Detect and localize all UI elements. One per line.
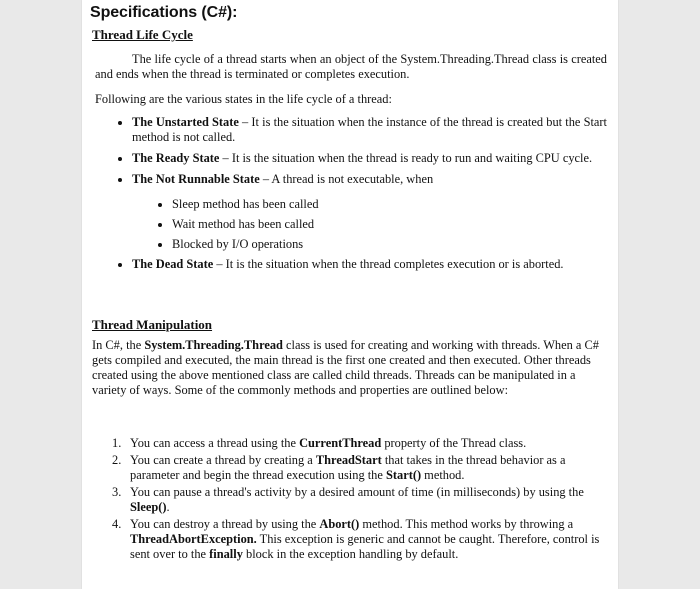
- item-text: You can destroy a thread by using the: [130, 517, 320, 531]
- item-number: 4.: [112, 517, 122, 531]
- code-term: finally: [209, 547, 243, 561]
- item-number: 2.: [112, 453, 122, 467]
- reason-item: Sleep method has been called: [172, 197, 607, 212]
- document-page: [82, 0, 618, 589]
- code-term: Sleep(): [130, 500, 167, 514]
- state-name: The Not Runnable State: [132, 172, 260, 186]
- state-name: The Ready State: [132, 151, 220, 165]
- method-list: [112, 436, 607, 564]
- item-text: method. This method works by throwing a: [359, 517, 574, 531]
- lifecycle-heading: Thread Life Cycle: [92, 27, 193, 42]
- item-text: This exception is generic and cannot be caught. Therefore, control is sent over to the: [130, 532, 600, 561]
- state-desc: – A thread is not executable, when: [259, 172, 434, 186]
- manipulation-heading: Thread Manipulation: [92, 317, 213, 332]
- item-text: You can access a thread using the: [130, 436, 300, 450]
- state-list: [132, 115, 607, 277]
- para-text: In C#, the: [92, 338, 145, 352]
- not-runnable-reasons: [172, 197, 607, 252]
- method-item: [112, 436, 607, 451]
- state-name: The Dead State: [132, 257, 214, 271]
- item-number: 3.: [112, 485, 122, 499]
- states-intro: Following are the various states in the life cycle of a thread:: [95, 92, 392, 106]
- item-text: block in the exception handling by default.: [242, 547, 459, 561]
- state-desc: – It is the situation when the thread completes execution or is aborted.: [213, 257, 564, 271]
- para-text: class is used for creating and working with threads. When a C# gets compiled and executed, the main thread is the first one created and then executed. Other threads created using the above mentioned class are called child threads. Threads can be manipulated in a variety of ways. Some of the commonly methods and properties are outlined below:: [92, 338, 599, 397]
- state-item: [132, 151, 607, 166]
- item-number: 1.: [112, 436, 122, 450]
- method-item: [112, 485, 607, 515]
- class-name: System.Threading.Thread: [144, 338, 283, 352]
- item-text: You can create a thread by creating a: [130, 453, 316, 467]
- state-desc: – It is the situation when the instance of the thread is created but the Start method is not called.: [132, 115, 607, 144]
- state-item: [132, 257, 607, 272]
- reason-item: Blocked by I/O operations: [172, 237, 607, 252]
- item-text: property of the Thread class.: [381, 436, 527, 450]
- code-term: ThreadStart: [315, 453, 382, 467]
- method-item: [112, 517, 607, 562]
- code-term: Start(): [385, 468, 422, 482]
- state-item: [132, 172, 607, 252]
- manipulation-paragraph: [92, 338, 607, 398]
- item-text: that takes in the thread behavior as a parameter and begin the thread execution using the: [130, 453, 566, 482]
- code-term: CurrentThread: [299, 436, 382, 450]
- lifecycle-intro: The life cycle of a thread starts when an object of the System.Threading.Thread class is created and ends when the thread is terminated or completes execution.: [95, 52, 607, 81]
- state-desc: – It is the situation when the thread is ready to run and waiting CPU cycle.: [219, 151, 593, 165]
- item-text: method.: [421, 468, 465, 482]
- item-text: .: [166, 500, 170, 514]
- method-item: [112, 453, 607, 483]
- item-text: You can pause a thread's activity by a desired amount of time (in milliseconds) by using the: [130, 485, 584, 499]
- code-term: Abort(): [319, 517, 360, 531]
- page-title: Specifications (C#):: [90, 4, 238, 21]
- state-name: The Unstarted State: [132, 115, 239, 129]
- reason-item: Wait method has been called: [172, 217, 607, 232]
- state-item: [132, 115, 607, 145]
- code-term: ThreadAbortException.: [130, 532, 257, 546]
